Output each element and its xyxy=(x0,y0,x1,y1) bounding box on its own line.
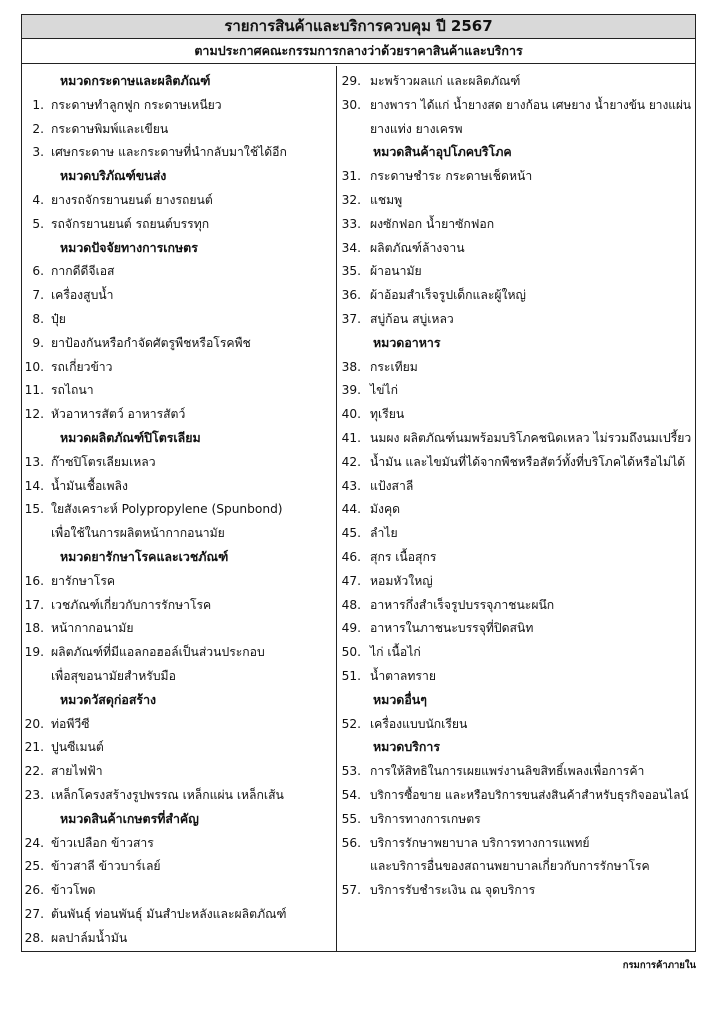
list-item xyxy=(337,283,696,307)
item-number: 10. xyxy=(24,359,44,374)
category-heading xyxy=(22,545,336,569)
list-item xyxy=(22,759,336,783)
item-number: 8. xyxy=(32,312,44,326)
list-item xyxy=(337,378,696,402)
item-text: ข้าวสาลี ข้าวบาร์เลย์ xyxy=(51,859,161,874)
list-item xyxy=(337,497,696,521)
list-item xyxy=(337,545,696,569)
list-item xyxy=(22,117,336,141)
list-item xyxy=(337,759,696,783)
item-number: 46. xyxy=(341,550,361,564)
item-number: 20. xyxy=(24,716,44,731)
item-text: หน้ากากอนามัย xyxy=(51,621,134,636)
item-number: 39. xyxy=(341,383,361,398)
item-text: น้ำตาลทราย xyxy=(370,669,436,683)
category-heading xyxy=(337,140,696,164)
item-text: หอมหัวใหญ่ xyxy=(370,573,433,588)
item-number: 33. xyxy=(341,216,361,231)
category-heading xyxy=(22,688,336,712)
item-text: สบู่ก้อน สบู่เหลว xyxy=(370,312,454,326)
item-text: ต้นพันธุ์ ท่อนพันธุ์ มันสำปะหลังและผลิตภัณฑ์ xyxy=(51,907,287,921)
category-heading xyxy=(337,735,696,759)
list-item xyxy=(337,450,696,474)
item-number: 25. xyxy=(24,859,44,874)
item-text: ยางรถจักรยานยนต์ ยางรถยนต์ xyxy=(51,193,213,207)
category-label: หมวดสินค้าเกษตรที่สำคัญ xyxy=(60,810,199,826)
item-number: 34. xyxy=(341,240,361,255)
list-item xyxy=(22,450,336,474)
item-number: 29. xyxy=(341,74,361,88)
item-text: เศษกระดาษ และกระดาษที่นำกลับมาใช้ได้อีก xyxy=(51,145,287,160)
item-text: ผงซักฟอก น้ำยาซักฟอก xyxy=(370,216,495,231)
item-text: แชมพู xyxy=(370,193,403,207)
item-text: ยารักษาโรค xyxy=(51,573,116,588)
item-text: ผลิตภัณฑ์ที่มีแอลกอฮอล์เป็นส่วนประกอบ xyxy=(51,645,265,660)
list-item-continuation xyxy=(22,664,336,688)
list-item xyxy=(22,593,336,617)
item-text: และบริการอื่นของสถานพยาบาลเกี่ยวกับการรักษาโรค xyxy=(370,859,650,874)
list-item xyxy=(22,712,336,736)
item-number: 49. xyxy=(341,621,361,636)
item-text: ปุ๋ย xyxy=(51,312,66,326)
item-text: เครื่องแบบนักเรียน xyxy=(370,716,468,731)
item-text: เวชภัณฑ์เกี่ยวกับการรักษาโรค xyxy=(51,597,212,612)
list-item xyxy=(22,783,336,807)
item-text: กระดาษพิมพ์และเขียน xyxy=(51,121,169,136)
item-text: น้ำมันเชื้อเพลิง xyxy=(51,478,128,493)
item-text: กากดีดีจีเอส xyxy=(51,264,115,279)
list-item xyxy=(337,783,696,807)
category-label: หมวดวัสดุก่อสร้าง xyxy=(60,691,157,707)
item-text: ยางแท่ง ยางเครพ xyxy=(370,121,463,136)
category-label: หมวดบริภัณฑ์ขนส่ง xyxy=(60,168,167,184)
list-item xyxy=(22,474,336,498)
list-item xyxy=(337,664,696,688)
list-item xyxy=(337,188,696,212)
list-item xyxy=(337,164,696,188)
list-item xyxy=(22,926,336,950)
item-number: 3. xyxy=(32,145,44,160)
list-item xyxy=(22,402,336,426)
list-item xyxy=(22,378,336,402)
item-text: มะพร้าวผลแก่ และผลิตภัณฑ์ xyxy=(370,74,521,88)
item-text: กระดาษทำลูกฟูก กระดาษเหนียว xyxy=(51,97,222,112)
item-number: 15. xyxy=(24,502,44,517)
item-number: 6. xyxy=(32,264,44,279)
right-column xyxy=(336,66,696,951)
list-item xyxy=(337,807,696,831)
page-title: รายการสินค้าและบริการควบคุม ปี 2567 xyxy=(22,15,695,39)
list-item xyxy=(337,355,696,379)
item-text: ไข่ไก่ xyxy=(370,383,398,398)
list-item xyxy=(22,616,336,640)
category-heading xyxy=(22,69,336,93)
list-item xyxy=(22,355,336,379)
item-number: 30. xyxy=(341,97,361,112)
item-number: 16. xyxy=(24,573,44,588)
category-label: หมวดอาหาร xyxy=(373,334,441,350)
item-number: 27. xyxy=(24,907,44,921)
item-text: รถเกี่ยวข้าว xyxy=(51,359,113,374)
list-item xyxy=(337,236,696,260)
item-text: บริการรักษาพยาบาล บริการทางการแพทย์ xyxy=(370,835,590,850)
item-number: 9. xyxy=(32,335,44,350)
item-number: 54. xyxy=(341,788,361,802)
item-text: รถไถนา xyxy=(51,383,94,398)
item-number: 22. xyxy=(24,764,44,779)
item-text: บริการซื้อขาย และหรือบริการขนส่งสินค้าสำหรับธุรกิจออนไลน์ xyxy=(370,788,689,802)
item-number: 52. xyxy=(341,716,361,731)
item-text: เพื่อใช้ในการผลิตหน้ากากอนามัย xyxy=(51,526,225,541)
category-label: หมวดสินค้าอุปโภคบริโภค xyxy=(373,144,512,160)
list-item xyxy=(337,426,696,450)
item-number: 2. xyxy=(32,121,44,136)
item-number: 55. xyxy=(341,811,361,826)
item-number: 56. xyxy=(341,835,361,850)
category-label: หมวดอื่นๆ xyxy=(373,691,427,707)
item-text: อาหารในภาชนะบรรจุที่ปิดสนิท xyxy=(370,621,534,636)
list-item xyxy=(337,593,696,617)
item-text: ลำไย xyxy=(370,526,398,541)
list-item xyxy=(337,474,696,498)
item-text: นมผง ผลิตภัณฑ์นมพร้อมบริโภคชนิดเหลว ไม่รวมถึงนมเปรี้ยว xyxy=(370,431,692,445)
list-item xyxy=(22,735,336,759)
item-number: 45. xyxy=(341,526,361,541)
item-number: 57. xyxy=(341,883,361,898)
item-text: การให้สิทธิในการเผยแพร่งานลิขสิทธิ์เพลงเพื่อการค้า xyxy=(370,764,645,779)
item-number: 40. xyxy=(341,407,361,422)
list-item xyxy=(337,616,696,640)
item-text: มังคุด xyxy=(370,502,401,517)
item-text: ปูนซีเมนต์ xyxy=(51,740,104,755)
list-item xyxy=(337,640,696,664)
category-label: หมวดยารักษาโรคและเวชภัณฑ์ xyxy=(60,549,229,564)
item-text: อาหารกึ่งสำเร็จรูปบรรจุภาชนะผนึก xyxy=(370,597,555,612)
item-text: ผ้าอนามัย xyxy=(370,264,422,279)
list-item xyxy=(22,902,336,926)
list-item xyxy=(22,212,336,236)
item-text: เพื่อสุขอนามัยสำหรับมือ xyxy=(51,669,176,683)
item-number: 5. xyxy=(32,216,44,231)
item-text: ยางพารา ได้แก่ น้ำยางสด ยางก้อน เศษยาง น้ำยางข้น ยางแผ่น xyxy=(370,97,692,112)
item-number: 42. xyxy=(341,454,361,469)
item-number: 32. xyxy=(341,193,361,207)
list-item-continuation xyxy=(337,854,696,878)
item-text: ใยสังเคราะห์ Polypropylene (Spunbond) xyxy=(51,502,283,517)
item-number: 14. xyxy=(24,478,44,493)
item-text: หัวอาหารสัตว์ อาหารสัตว์ xyxy=(51,407,186,422)
list-item xyxy=(22,569,336,593)
list-item xyxy=(337,878,696,902)
item-number: 12. xyxy=(24,407,44,422)
list-item xyxy=(337,93,696,117)
item-number: 13. xyxy=(24,454,44,469)
item-number: 35. xyxy=(341,264,361,279)
item-text: เครื่องสูบน้ำ xyxy=(51,288,114,303)
list-item xyxy=(22,640,336,664)
list-item xyxy=(337,521,696,545)
category-heading xyxy=(337,331,696,355)
item-number: 19. xyxy=(24,645,44,660)
category-label: หมวดบริการ xyxy=(373,739,440,755)
list-item xyxy=(337,402,696,426)
list-item xyxy=(22,140,336,164)
item-number: 53. xyxy=(341,764,361,779)
item-text: บริการรับชำระเงิน ณ จุดบริการ xyxy=(370,883,536,898)
item-number: 31. xyxy=(341,169,361,184)
list-item xyxy=(22,93,336,117)
list-item xyxy=(337,831,696,855)
item-text: เหล็กโครงสร้างรูปพรรณ เหล็กแผ่น เหล็กเส้น xyxy=(51,788,284,802)
item-text: ทุเรียน xyxy=(370,407,405,422)
item-number: 24. xyxy=(24,835,44,850)
list-item xyxy=(22,283,336,307)
page-subtitle: ตามประกาศคณะกรรมการกลางว่าด้วยราคาสินค้าและบริการ xyxy=(22,39,695,64)
item-number: 23. xyxy=(24,788,44,802)
category-heading xyxy=(22,236,336,260)
item-number: 21. xyxy=(24,740,44,755)
item-number: 26. xyxy=(24,883,44,898)
item-number: 7. xyxy=(32,288,44,303)
item-number: 41. xyxy=(341,431,361,445)
list-item xyxy=(22,878,336,902)
item-number: 48. xyxy=(341,597,361,612)
item-number: 28. xyxy=(24,930,44,945)
item-number: 11. xyxy=(24,383,44,398)
list-item xyxy=(337,307,696,331)
category-label: หมวดกระดาษและผลิตภัณฑ์ xyxy=(60,73,211,88)
category-heading xyxy=(22,426,336,450)
item-text: แป้งสาลี xyxy=(370,478,414,493)
list-item xyxy=(22,331,336,355)
item-number: 18. xyxy=(24,621,44,636)
item-text: รถจักรยานยนต์ รถยนต์บรรทุก xyxy=(51,216,210,231)
item-text: บริการทางการเกษตร xyxy=(370,811,481,826)
category-heading xyxy=(337,688,696,712)
item-text: ข้าวเปลือก ข้าวสาร xyxy=(51,835,154,850)
item-text: กระเทียม xyxy=(370,359,418,374)
list-item xyxy=(337,569,696,593)
category-label: หมวดปัจจัยทางการเกษตร xyxy=(60,239,198,255)
item-text: ก๊าซปิโตรเลียมเหลว xyxy=(51,454,156,469)
list-item xyxy=(22,497,336,521)
list-item xyxy=(337,212,696,236)
item-number: 17. xyxy=(24,597,44,612)
list-item xyxy=(337,69,696,93)
item-number: 50. xyxy=(341,645,361,660)
category-heading xyxy=(22,807,336,831)
item-text: ท่อพีวีซี xyxy=(51,716,90,731)
category-heading xyxy=(22,164,336,188)
item-text: ผ้าอ้อมสำเร็จรูปเด็กและผู้ใหญ่ xyxy=(370,288,526,303)
list-item xyxy=(22,307,336,331)
list-item xyxy=(22,188,336,212)
item-number: 4. xyxy=(32,193,44,207)
item-text: ผลิตภัณฑ์ล้างจาน xyxy=(370,240,465,255)
item-text: กระดาษชำระ กระดาษเช็ดหน้า xyxy=(370,169,533,184)
item-number: 43. xyxy=(341,478,361,493)
item-number: 36. xyxy=(341,288,361,303)
item-number: 44. xyxy=(341,502,361,517)
item-number: 51. xyxy=(341,669,361,683)
left-column xyxy=(22,66,336,951)
category-label: หมวดผลิตภัณฑ์ปิโตรเลียม xyxy=(60,430,201,445)
item-number: 1. xyxy=(32,97,44,112)
list-item xyxy=(22,259,336,283)
item-text: ไก่ เนื้อไก่ xyxy=(370,645,421,660)
item-number: 38. xyxy=(341,359,361,374)
list-item xyxy=(337,259,696,283)
list-item xyxy=(337,712,696,736)
list-item-continuation xyxy=(337,117,696,141)
item-text: สายไฟฟ้า xyxy=(51,764,103,779)
list-item xyxy=(22,854,336,878)
item-text: ผลปาล์มน้ำมัน xyxy=(51,930,128,945)
list-item xyxy=(22,831,336,855)
footer-credit: กรมการค้าภายใน xyxy=(622,960,696,971)
item-text: น้ำมัน และไขมันที่ได้จากพืชหรือสัตว์ทั้งที่บริโภคได้หรือไม่ได้ xyxy=(370,454,686,469)
item-text: สุกร เนื้อสุกร xyxy=(370,550,437,564)
item-number: 37. xyxy=(341,312,361,326)
item-text: ข้าวโพด xyxy=(51,883,96,898)
list-item-continuation xyxy=(22,521,336,545)
document-frame xyxy=(21,14,696,952)
item-number: 47. xyxy=(341,573,361,588)
item-text: ยาป้องกันหรือกำจัดศัตรูพืชหรือโรคพืช xyxy=(51,335,251,350)
